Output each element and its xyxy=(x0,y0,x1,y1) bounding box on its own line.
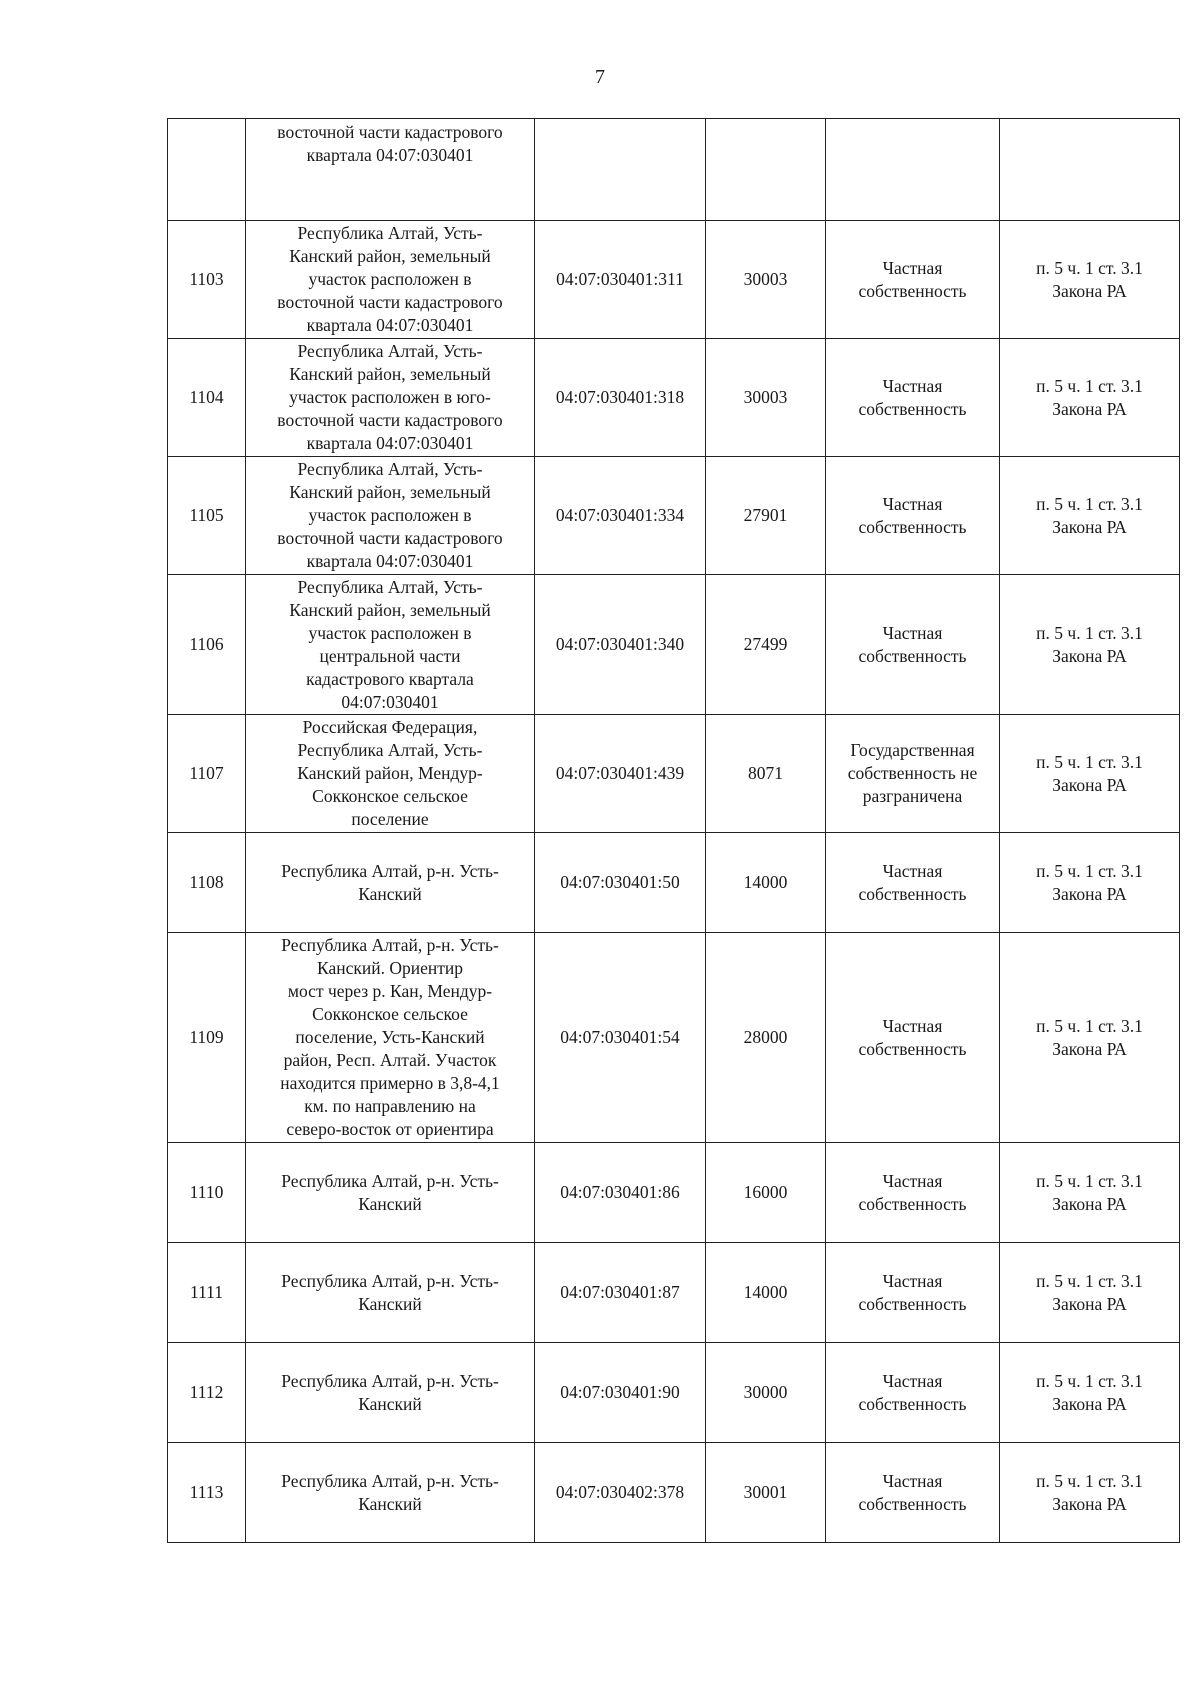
cell-basis: п. 5 ч. 1 ст. 3.1 Закона РА xyxy=(1000,457,1180,575)
cell-num: 1103 xyxy=(168,221,246,339)
cell-num xyxy=(168,119,246,221)
table-row xyxy=(168,339,1180,457)
cell-ownership: Частная собственность xyxy=(826,339,1000,457)
cell-basis: п. 5 ч. 1 ст. 3.1 Закона РА xyxy=(1000,833,1180,933)
cell-cadastral: 04:07:030401:318 xyxy=(535,339,706,457)
cell-area xyxy=(706,119,826,221)
cell-num: 1111 xyxy=(168,1243,246,1343)
cell-basis: п. 5 ч. 1 ст. 3.1 Закона РА xyxy=(1000,715,1180,833)
table-row xyxy=(168,833,1180,933)
cell-address: Республика Алтай, Усть- Канский район, земельный участок расположен в восточной части кадастрового квартала 04:07:030401 xyxy=(246,221,535,339)
cell-address: Республика Алтай, р-н. Усть- Канский xyxy=(246,1443,535,1543)
cell-area: 8071 xyxy=(706,715,826,833)
cell-num: 1108 xyxy=(168,833,246,933)
cell-address: Республика Алтай, р-н. Усть- Канский xyxy=(246,1343,535,1443)
cell-address: Республика Алтай, Усть- Канский район, земельный участок расположен в восточной части кадастрового квартала 04:07:030401 xyxy=(246,457,535,575)
cell-basis: п. 5 ч. 1 ст. 3.1 Закона РА xyxy=(1000,575,1180,715)
cell-address: восточной части кадастрового квартала 04:07:030401 xyxy=(246,119,535,221)
cell-num: 1110 xyxy=(168,1143,246,1243)
table-row xyxy=(168,221,1180,339)
cell-basis: п. 5 ч. 1 ст. 3.1 Закона РА xyxy=(1000,1443,1180,1543)
table-row xyxy=(168,457,1180,575)
cell-cadastral: 04:07:030401:86 xyxy=(535,1143,706,1243)
cell-ownership: Частная собственность xyxy=(826,1343,1000,1443)
page-number: 7 xyxy=(595,66,605,88)
cell-address: Республика Алтай, р-н. Усть- Канский xyxy=(246,833,535,933)
cell-cadastral: 04:07:030401:311 xyxy=(535,221,706,339)
cell-address: Республика Алтай, Усть- Канский район, земельный участок расположен в юго- восточной части кадастрового квартала 04:07:030401 xyxy=(246,339,535,457)
cell-address: Республика Алтай, р-н. Усть- Канский. Ориентир мост через р. Кан, Мендур- Сокконское сельское поселение, Усть-Канский район, Респ. Алтай. Участок находится примерно в 3,8-4,1 км. по направлению на северо-восток от ориентира xyxy=(246,933,535,1143)
cell-basis: п. 5 ч. 1 ст. 3.1 Закона РА xyxy=(1000,1143,1180,1243)
cell-num: 1106 xyxy=(168,575,246,715)
land-plots-table xyxy=(167,118,1180,1543)
cell-ownership: Частная собственность xyxy=(826,933,1000,1143)
cell-ownership: Частная собственность xyxy=(826,221,1000,339)
cell-ownership: Частная собственность xyxy=(826,457,1000,575)
table-row xyxy=(168,933,1180,1143)
cell-num: 1104 xyxy=(168,339,246,457)
cell-area: 30003 xyxy=(706,221,826,339)
cell-basis: п. 5 ч. 1 ст. 3.1 Закона РА xyxy=(1000,933,1180,1143)
cell-ownership xyxy=(826,119,1000,221)
table-row xyxy=(168,1443,1180,1543)
cell-basis: п. 5 ч. 1 ст. 3.1 Закона РА xyxy=(1000,339,1180,457)
cell-cadastral: 04:07:030401:90 xyxy=(535,1343,706,1443)
table-row-continued xyxy=(168,119,1180,221)
cell-ownership: Государственная собственность не разграничена xyxy=(826,715,1000,833)
cell-basis: п. 5 ч. 1 ст. 3.1 Закона РА xyxy=(1000,221,1180,339)
cell-ownership: Частная собственность xyxy=(826,1143,1000,1243)
cell-num: 1105 xyxy=(168,457,246,575)
cell-cadastral: 04:07:030402:378 xyxy=(535,1443,706,1543)
table-row xyxy=(168,1243,1180,1343)
cell-cadastral xyxy=(535,119,706,221)
cell-cadastral: 04:07:030401:439 xyxy=(535,715,706,833)
table-row xyxy=(168,1143,1180,1243)
cell-basis: п. 5 ч. 1 ст. 3.1 Закона РА xyxy=(1000,1343,1180,1443)
table-row xyxy=(168,575,1180,715)
cell-cadastral: 04:07:030401:50 xyxy=(535,833,706,933)
cell-cadastral: 04:07:030401:340 xyxy=(535,575,706,715)
cell-area: 14000 xyxy=(706,1243,826,1343)
cell-area: 16000 xyxy=(706,1143,826,1243)
cell-ownership: Частная собственность xyxy=(826,1443,1000,1543)
cell-address: Республика Алтай, Усть- Канский район, земельный участок расположен в центральной части кадастрового квартала 04:07:030401 xyxy=(246,575,535,715)
cell-area: 30003 xyxy=(706,339,826,457)
cell-area: 27499 xyxy=(706,575,826,715)
cell-address: Российская Федерация, Республика Алтай, Усть- Канский район, Мендур- Сокконское сельское поселение xyxy=(246,715,535,833)
cell-area: 30001 xyxy=(706,1443,826,1543)
cell-basis: п. 5 ч. 1 ст. 3.1 Закона РА xyxy=(1000,1243,1180,1343)
cell-num: 1109 xyxy=(168,933,246,1143)
cell-address: Республика Алтай, р-н. Усть- Канский xyxy=(246,1143,535,1243)
cell-ownership: Частная собственность xyxy=(826,1243,1000,1343)
cell-ownership: Частная собственность xyxy=(826,575,1000,715)
cell-num: 1107 xyxy=(168,715,246,833)
cell-cadastral: 04:07:030401:334 xyxy=(535,457,706,575)
cell-cadastral: 04:07:030401:54 xyxy=(535,933,706,1143)
table-row xyxy=(168,715,1180,833)
cell-cadastral: 04:07:030401:87 xyxy=(535,1243,706,1343)
cell-num: 1112 xyxy=(168,1343,246,1443)
cell-address: Республика Алтай, р-н. Усть- Канский xyxy=(246,1243,535,1343)
cell-num: 1113 xyxy=(168,1443,246,1543)
cell-area: 28000 xyxy=(706,933,826,1143)
cell-area: 30000 xyxy=(706,1343,826,1443)
cell-area: 27901 xyxy=(706,457,826,575)
table-row xyxy=(168,1343,1180,1443)
cell-basis xyxy=(1000,119,1180,221)
cell-ownership: Частная собственность xyxy=(826,833,1000,933)
table-body xyxy=(168,119,1180,1543)
cell-area: 14000 xyxy=(706,833,826,933)
